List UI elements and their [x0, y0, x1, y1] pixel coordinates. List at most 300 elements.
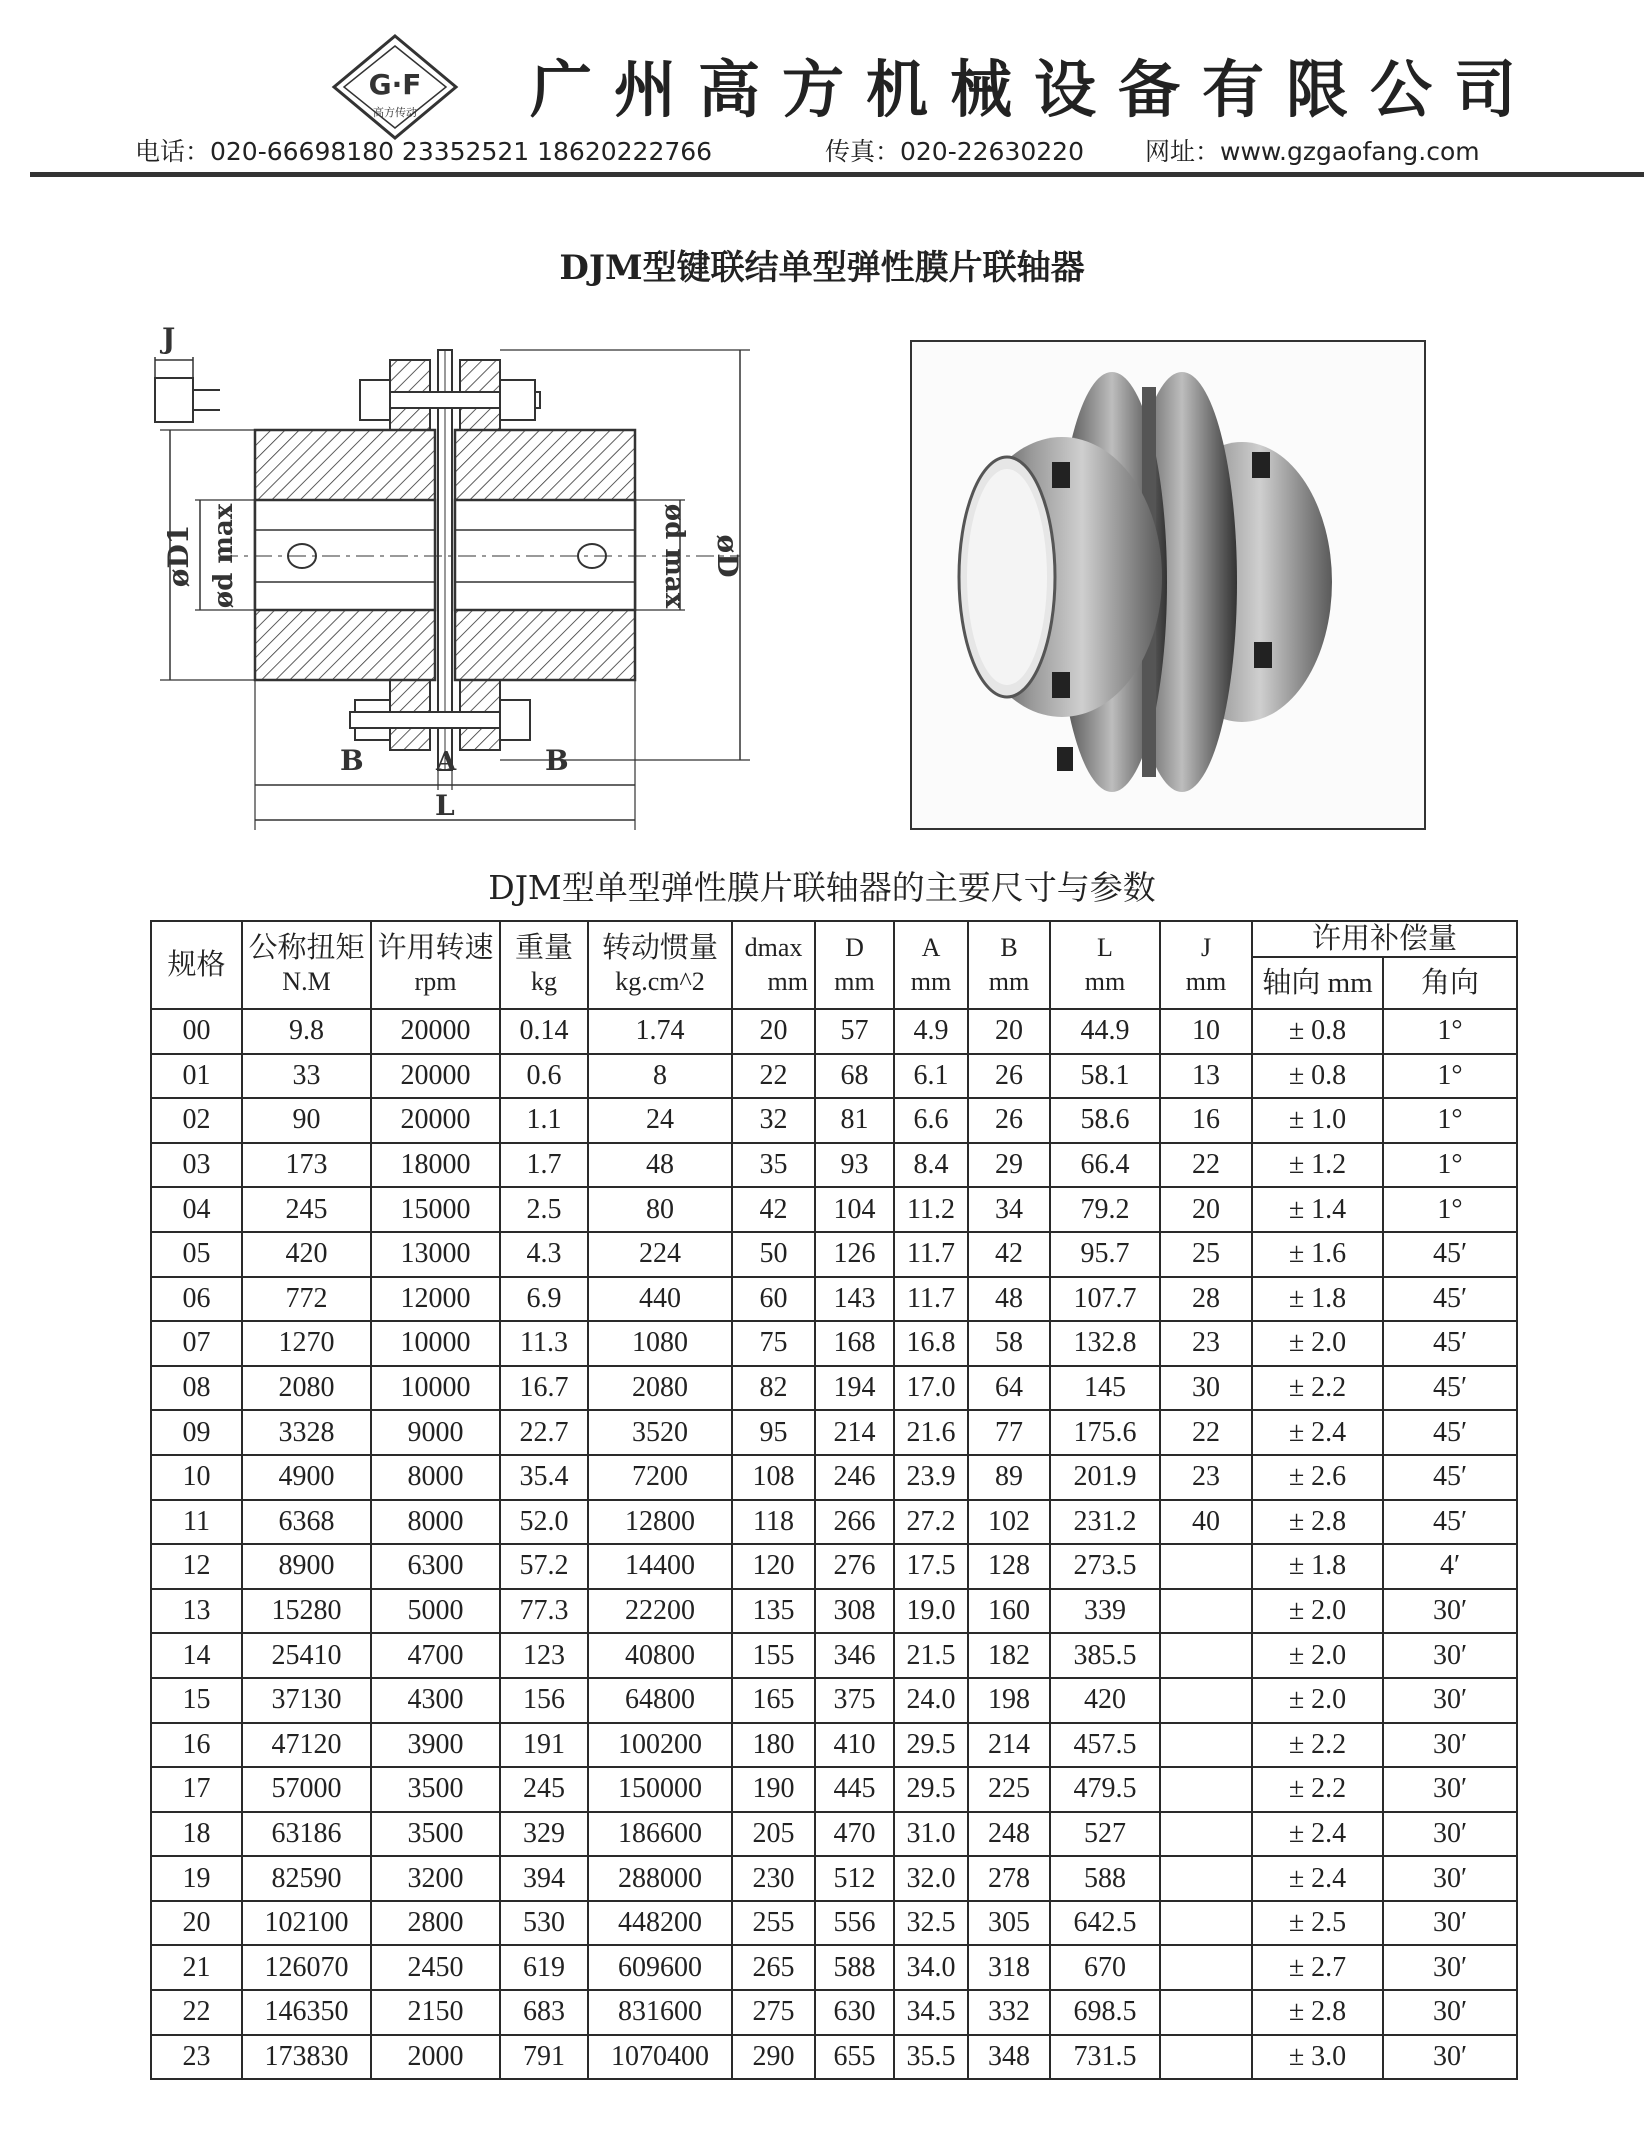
cell-axial: ± 2.5	[1252, 1901, 1383, 1946]
cell-b: 29	[968, 1143, 1050, 1188]
table-row	[151, 1589, 1517, 1634]
cell-a: 21.5	[894, 1633, 968, 1678]
cell-l: 642.5	[1050, 1901, 1160, 1946]
cell-dmax: 108	[732, 1455, 815, 1500]
cell-l: 44.9	[1050, 1009, 1160, 1054]
cell-spec: 01	[151, 1054, 242, 1099]
cell-d: 470	[815, 1812, 894, 1857]
cell-spec: 02	[151, 1098, 242, 1143]
header-J: J mm	[1160, 921, 1252, 1009]
cell-l: 107.7	[1050, 1277, 1160, 1322]
cell-d: 588	[815, 1945, 894, 1990]
cell-d: 276	[815, 1544, 894, 1589]
cell-d: 143	[815, 1277, 894, 1322]
cell-dmax: 180	[732, 1723, 815, 1768]
cell-j: 28	[1160, 1277, 1252, 1322]
cell-speed: 9000	[371, 1410, 500, 1455]
cell-weight: 6.9	[500, 1277, 588, 1322]
cell-dmax: 205	[732, 1812, 815, 1857]
cell-inertia: 609600	[588, 1945, 732, 1990]
label-L: L	[435, 789, 455, 822]
cell-speed: 4300	[371, 1678, 500, 1723]
cell-axial: ± 1.2	[1252, 1143, 1383, 1188]
cell-l: 175.6	[1050, 1410, 1160, 1455]
cell-weight: 77.3	[500, 1589, 588, 1634]
cell-inertia: 150000	[588, 1767, 732, 1812]
label-B-left: B	[340, 744, 364, 777]
cell-a: 4.9	[894, 1009, 968, 1054]
table-row	[151, 1812, 1517, 1857]
coupling-photo-illustration	[912, 342, 1424, 828]
cell-torque: 82590	[242, 1856, 371, 1901]
cell-b: 26	[968, 1054, 1050, 1099]
cell-b: 248	[968, 1812, 1050, 1857]
cell-d: 104	[815, 1187, 894, 1232]
cell-torque: 8900	[242, 1544, 371, 1589]
cell-inertia: 1070400	[588, 2035, 732, 2080]
cell-b: 160	[968, 1589, 1050, 1634]
cell-speed: 2000	[371, 2035, 500, 2080]
cell-inertia: 64800	[588, 1678, 732, 1723]
cell-a: 35.5	[894, 2035, 968, 2080]
cell-weight: 0.14	[500, 1009, 588, 1054]
cell-spec: 20	[151, 1901, 242, 1946]
header-spec: 规格	[151, 921, 242, 1009]
cell-a: 17.5	[894, 1544, 968, 1589]
label-A: A	[436, 747, 457, 777]
cell-angular: 30′	[1383, 1812, 1517, 1857]
cell-weight: 1.1	[500, 1098, 588, 1143]
cell-speed: 13000	[371, 1232, 500, 1277]
cell-d: 308	[815, 1589, 894, 1634]
cell-axial: ± 1.8	[1252, 1277, 1383, 1322]
cell-a: 34.5	[894, 1990, 968, 2035]
cell-inertia: 80	[588, 1187, 732, 1232]
cell-angular: 30′	[1383, 1767, 1517, 1812]
cell-angular: 30′	[1383, 1990, 1517, 2035]
cell-spec: 14	[151, 1633, 242, 1678]
label-D: øD	[711, 534, 744, 578]
cell-j	[1160, 1633, 1252, 1678]
coupling-cross-section-drawing	[140, 320, 780, 840]
cell-weight: 123	[500, 1633, 588, 1678]
cell-inertia: 224	[588, 1232, 732, 1277]
cell-d: 445	[815, 1767, 894, 1812]
cell-a: 34.0	[894, 1945, 968, 1990]
cell-b: 26	[968, 1098, 1050, 1143]
cell-spec: 00	[151, 1009, 242, 1054]
cell-inertia: 7200	[588, 1455, 732, 1500]
header-B: B mm	[968, 921, 1050, 1009]
cell-d: 346	[815, 1633, 894, 1678]
header-angular: 角向	[1383, 957, 1517, 1009]
cell-inertia: 2080	[588, 1366, 732, 1411]
cell-l: 457.5	[1050, 1723, 1160, 1768]
cell-dmax: 275	[732, 1990, 815, 2035]
cell-axial: ± 1.6	[1252, 1232, 1383, 1277]
cell-axial: ± 3.0	[1252, 2035, 1383, 2080]
cell-axial: ± 1.8	[1252, 1544, 1383, 1589]
cell-l: 58.1	[1050, 1054, 1160, 1099]
table-body	[151, 1009, 1517, 2079]
cell-dmax: 265	[732, 1945, 815, 1990]
header-compensation: 许用补偿量	[1252, 921, 1517, 957]
cell-d: 57	[815, 1009, 894, 1054]
cell-a: 32.0	[894, 1856, 968, 1901]
cell-a: 8.4	[894, 1143, 968, 1188]
cell-speed: 12000	[371, 1277, 500, 1322]
cell-inertia: 12800	[588, 1500, 732, 1545]
cell-dmax: 42	[732, 1187, 815, 1232]
cell-spec: 15	[151, 1678, 242, 1723]
cell-torque: 9.8	[242, 1009, 371, 1054]
cell-torque: 33	[242, 1054, 371, 1099]
cell-angular: 45′	[1383, 1500, 1517, 1545]
cell-a: 6.1	[894, 1054, 968, 1099]
cell-l: 670	[1050, 1945, 1160, 1990]
table-header	[151, 921, 1517, 1009]
cell-dmax: 35	[732, 1143, 815, 1188]
cell-spec: 23	[151, 2035, 242, 2080]
table-row	[151, 1277, 1517, 1322]
table-row	[151, 2035, 1517, 2080]
cell-torque: 245	[242, 1187, 371, 1232]
cell-b: 102	[968, 1500, 1050, 1545]
cell-torque: 25410	[242, 1633, 371, 1678]
cell-inertia: 3520	[588, 1410, 732, 1455]
document-title: DJM型键联结单型弹性膜片联轴器	[559, 248, 1085, 288]
cell-d: 655	[815, 2035, 894, 2080]
cell-weight: 57.2	[500, 1544, 588, 1589]
cell-speed: 8000	[371, 1500, 500, 1545]
cell-torque: 15280	[242, 1589, 371, 1634]
cell-inertia: 100200	[588, 1723, 732, 1768]
cell-dmax: 120	[732, 1544, 815, 1589]
cell-inertia: 14400	[588, 1544, 732, 1589]
cell-speed: 15000	[371, 1187, 500, 1232]
cell-inertia: 24	[588, 1098, 732, 1143]
cell-j	[1160, 1812, 1252, 1857]
cell-angular: 30′	[1383, 2035, 1517, 2080]
cell-l: 731.5	[1050, 2035, 1160, 2080]
cell-torque: 6368	[242, 1500, 371, 1545]
cell-spec: 19	[151, 1856, 242, 1901]
cell-torque: 3328	[242, 1410, 371, 1455]
cell-axial: ± 2.2	[1252, 1366, 1383, 1411]
cell-dmax: 95	[732, 1410, 815, 1455]
cell-axial: ± 2.8	[1252, 1500, 1383, 1545]
cell-a: 21.6	[894, 1410, 968, 1455]
cell-l: 231.2	[1050, 1500, 1160, 1545]
cell-d: 126	[815, 1232, 894, 1277]
cell-weight: 791	[500, 2035, 588, 2080]
table-row	[151, 1232, 1517, 1277]
header-D: D mm	[815, 921, 894, 1009]
cell-inertia: 831600	[588, 1990, 732, 2035]
cell-torque: 420	[242, 1232, 371, 1277]
table-row	[151, 1901, 1517, 1946]
cell-spec: 22	[151, 1990, 242, 2035]
cell-dmax: 60	[732, 1277, 815, 1322]
cell-speed: 8000	[371, 1455, 500, 1500]
table-row	[151, 1767, 1517, 1812]
table-title: DJM型单型弹性膜片联轴器的主要尺寸与参数	[488, 868, 1156, 907]
cell-weight: 530	[500, 1901, 588, 1946]
cell-l: 273.5	[1050, 1544, 1160, 1589]
cell-torque: 63186	[242, 1812, 371, 1857]
cell-spec: 05	[151, 1232, 242, 1277]
cell-j: 16	[1160, 1098, 1252, 1143]
cell-weight: 683	[500, 1990, 588, 2035]
table-row	[151, 1990, 1517, 2035]
cell-spec: 07	[151, 1321, 242, 1366]
cell-torque: 4900	[242, 1455, 371, 1500]
cell-spec: 08	[151, 1366, 242, 1411]
cell-axial: ± 2.4	[1252, 1856, 1383, 1901]
cell-angular: 45′	[1383, 1410, 1517, 1455]
cell-weight: 4.3	[500, 1232, 588, 1277]
cell-angular: 1°	[1383, 1098, 1517, 1143]
fax-number: 传真：020-22630220	[825, 137, 1084, 166]
logo-text: 高方传动	[373, 106, 417, 119]
cell-b: 64	[968, 1366, 1050, 1411]
cell-j	[1160, 1945, 1252, 1990]
cell-spec: 21	[151, 1945, 242, 1990]
cell-angular: 30′	[1383, 1633, 1517, 1678]
cell-l: 385.5	[1050, 1633, 1160, 1678]
cell-d: 168	[815, 1321, 894, 1366]
cell-a: 31.0	[894, 1812, 968, 1857]
cell-inertia: 448200	[588, 1901, 732, 1946]
cell-axial: ± 2.7	[1252, 1945, 1383, 1990]
cell-speed: 2450	[371, 1945, 500, 1990]
cell-a: 24.0	[894, 1678, 968, 1723]
cell-inertia: 8	[588, 1054, 732, 1099]
cell-inertia: 22200	[588, 1589, 732, 1634]
cell-angular: 1°	[1383, 1054, 1517, 1099]
cell-axial: ± 2.6	[1252, 1455, 1383, 1500]
label-B-right: B	[545, 744, 569, 777]
header-speed: 许用转速 rpm	[371, 921, 500, 1009]
cell-spec: 04	[151, 1187, 242, 1232]
cell-torque: 90	[242, 1098, 371, 1143]
cell-d: 512	[815, 1856, 894, 1901]
cell-d: 266	[815, 1500, 894, 1545]
cell-j: 23	[1160, 1455, 1252, 1500]
cell-angular: 30′	[1383, 1678, 1517, 1723]
cell-torque: 772	[242, 1277, 371, 1322]
cell-torque: 37130	[242, 1678, 371, 1723]
table-row	[151, 1098, 1517, 1143]
cell-inertia: 440	[588, 1277, 732, 1322]
cell-dmax: 290	[732, 2035, 815, 2080]
table-row	[151, 1723, 1517, 1768]
cell-inertia: 288000	[588, 1856, 732, 1901]
cell-dmax: 135	[732, 1589, 815, 1634]
cell-b: 225	[968, 1767, 1050, 1812]
cell-inertia: 48	[588, 1143, 732, 1188]
cell-b: 128	[968, 1544, 1050, 1589]
cell-weight: 156	[500, 1678, 588, 1723]
cell-speed: 3900	[371, 1723, 500, 1768]
cell-d: 375	[815, 1678, 894, 1723]
cell-a: 11.7	[894, 1232, 968, 1277]
cell-axial: ± 2.4	[1252, 1812, 1383, 1857]
cell-j	[1160, 1544, 1252, 1589]
cell-b: 77	[968, 1410, 1050, 1455]
table-row	[151, 1366, 1517, 1411]
cell-weight: 16.7	[500, 1366, 588, 1411]
cell-axial: ± 2.2	[1252, 1767, 1383, 1812]
cell-speed: 10000	[371, 1366, 500, 1411]
cell-weight: 394	[500, 1856, 588, 1901]
cell-a: 23.9	[894, 1455, 968, 1500]
header-A: A mm	[894, 921, 968, 1009]
cell-a: 32.5	[894, 1901, 968, 1946]
cell-spec: 09	[151, 1410, 242, 1455]
cell-d: 630	[815, 1990, 894, 2035]
cell-l: 201.9	[1050, 1455, 1160, 1500]
cell-torque: 57000	[242, 1767, 371, 1812]
header-rule	[30, 172, 1644, 177]
cell-b: 278	[968, 1856, 1050, 1901]
cell-angular: 45′	[1383, 1232, 1517, 1277]
cell-torque: 173	[242, 1143, 371, 1188]
cell-angular: 4′	[1383, 1544, 1517, 1589]
cell-d: 81	[815, 1098, 894, 1143]
cell-speed: 10000	[371, 1321, 500, 1366]
cell-angular: 45′	[1383, 1366, 1517, 1411]
cell-angular: 45′	[1383, 1277, 1517, 1322]
logo-letters: G·F	[368, 68, 422, 101]
cell-l: 79.2	[1050, 1187, 1160, 1232]
cell-j: 13	[1160, 1054, 1252, 1099]
cell-torque: 173830	[242, 2035, 371, 2080]
table-row	[151, 1945, 1517, 1990]
table-row	[151, 1054, 1517, 1099]
cell-d: 410	[815, 1723, 894, 1768]
cell-a: 16.8	[894, 1321, 968, 1366]
cell-angular: 30′	[1383, 1901, 1517, 1946]
cell-a: 11.7	[894, 1277, 968, 1322]
cell-l: 58.6	[1050, 1098, 1160, 1143]
cell-l: 420	[1050, 1678, 1160, 1723]
cell-l: 66.4	[1050, 1143, 1160, 1188]
cell-b: 42	[968, 1232, 1050, 1277]
cell-a: 29.5	[894, 1767, 968, 1812]
phone-numbers: 电话：020-66698180 23352521 18620222766	[135, 137, 713, 166]
table-row	[151, 1009, 1517, 1054]
cell-speed: 18000	[371, 1143, 500, 1188]
header-inertia: 转动惯量 kg.cm^2	[588, 921, 732, 1009]
cell-j	[1160, 1589, 1252, 1634]
cell-axial: ± 1.4	[1252, 1187, 1383, 1232]
cell-b: 198	[968, 1678, 1050, 1723]
cell-j	[1160, 1723, 1252, 1768]
header-dmax: dmax mm	[732, 921, 815, 1009]
cell-b: 332	[968, 1990, 1050, 2035]
cell-spec: 17	[151, 1767, 242, 1812]
cell-weight: 11.3	[500, 1321, 588, 1366]
cell-j	[1160, 2035, 1252, 2080]
cell-b: 318	[968, 1945, 1050, 1990]
cell-weight: 0.6	[500, 1054, 588, 1099]
cell-b: 58	[968, 1321, 1050, 1366]
cell-b: 20	[968, 1009, 1050, 1054]
cell-b: 182	[968, 1633, 1050, 1678]
cell-l: 588	[1050, 1856, 1160, 1901]
cell-a: 11.2	[894, 1187, 968, 1232]
cell-b: 34	[968, 1187, 1050, 1232]
cell-spec: 03	[151, 1143, 242, 1188]
cell-l: 479.5	[1050, 1767, 1160, 1812]
cell-d: 556	[815, 1901, 894, 1946]
cell-weight: 35.4	[500, 1455, 588, 1500]
cell-torque: 2080	[242, 1366, 371, 1411]
cell-d: 246	[815, 1455, 894, 1500]
cell-dmax: 32	[732, 1098, 815, 1143]
cell-axial: ± 2.0	[1252, 1678, 1383, 1723]
cell-b: 214	[968, 1723, 1050, 1768]
cell-j: 20	[1160, 1187, 1252, 1232]
cell-weight: 22.7	[500, 1410, 588, 1455]
cell-j	[1160, 1678, 1252, 1723]
cell-b: 48	[968, 1277, 1050, 1322]
cell-dmax: 190	[732, 1767, 815, 1812]
table-row	[151, 1678, 1517, 1723]
cell-a: 29.5	[894, 1723, 968, 1768]
cell-weight: 329	[500, 1812, 588, 1857]
cell-a: 6.6	[894, 1098, 968, 1143]
cell-angular: 45′	[1383, 1321, 1517, 1366]
product-photo	[910, 340, 1426, 830]
cell-dmax: 50	[732, 1232, 815, 1277]
cell-angular: 45′	[1383, 1455, 1517, 1500]
cell-spec: 11	[151, 1500, 242, 1545]
cell-l: 145	[1050, 1366, 1160, 1411]
cell-dmax: 155	[732, 1633, 815, 1678]
table-row	[151, 1187, 1517, 1232]
cell-b: 348	[968, 2035, 1050, 2080]
cell-speed: 4700	[371, 1633, 500, 1678]
cell-spec: 16	[151, 1723, 242, 1768]
cell-weight: 1.7	[500, 1143, 588, 1188]
cell-spec: 10	[151, 1455, 242, 1500]
cell-axial: ± 2.0	[1252, 1633, 1383, 1678]
cell-j	[1160, 1990, 1252, 2035]
cell-inertia: 1.74	[588, 1009, 732, 1054]
cell-torque: 47120	[242, 1723, 371, 1768]
cell-inertia: 40800	[588, 1633, 732, 1678]
cell-speed: 3200	[371, 1856, 500, 1901]
cell-axial: ± 2.4	[1252, 1410, 1383, 1455]
cell-spec: 13	[151, 1589, 242, 1634]
cell-torque: 1270	[242, 1321, 371, 1366]
table-row	[151, 1143, 1517, 1188]
cell-dmax: 20	[732, 1009, 815, 1054]
cell-spec: 18	[151, 1812, 242, 1857]
cell-speed: 3500	[371, 1812, 500, 1857]
cell-speed: 20000	[371, 1009, 500, 1054]
cell-a: 27.2	[894, 1500, 968, 1545]
cell-l: 95.7	[1050, 1232, 1160, 1277]
cell-d: 93	[815, 1143, 894, 1188]
header-torque: 公称扭矩 N.M	[242, 921, 371, 1009]
cell-inertia: 186600	[588, 1812, 732, 1857]
cell-dmax: 75	[732, 1321, 815, 1366]
table-row	[151, 1633, 1517, 1678]
cell-j	[1160, 1856, 1252, 1901]
